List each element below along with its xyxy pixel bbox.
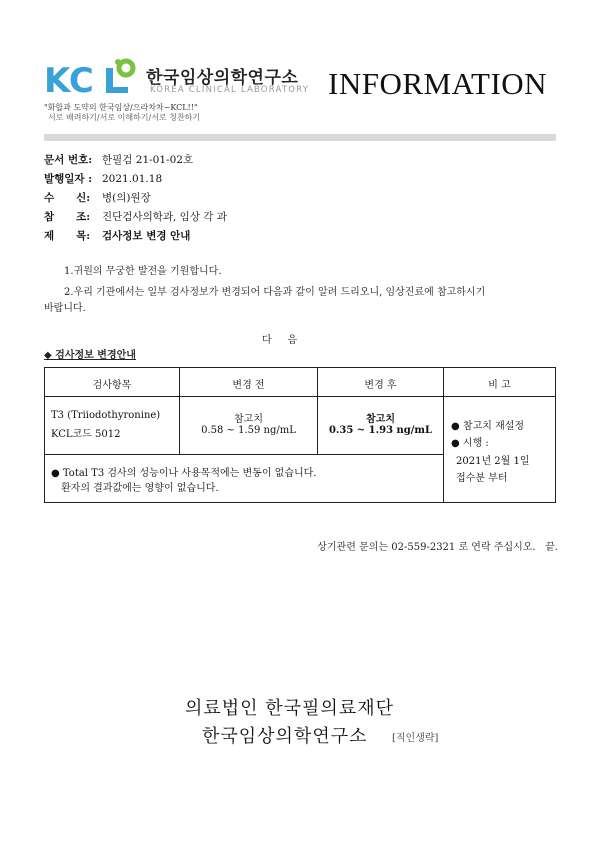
seal-omitted-note: [직인생략] [392, 733, 439, 744]
cell-after-label: 참고치 [366, 414, 395, 425]
cell-item-code: KCL코드 5012 [51, 429, 121, 440]
meta-doc-number: 문서 번호: 한필검 21-01-02호 [44, 154, 194, 166]
contact-line: 상기관련 문의는 02-559-2321 로 연락 주십시오. 끝. [317, 542, 558, 553]
divider-bar [44, 134, 556, 141]
cell-note-1: ● 참고치 재설정 [451, 421, 525, 432]
paragraph-1: 1.귀원의 무궁한 발전을 기원합니다. [64, 266, 222, 277]
logo-korean-name: 한국임상의학연구소 [146, 68, 299, 88]
th-test-item: 검사항목 [92, 380, 132, 391]
svg-text:KC: KC [44, 61, 94, 98]
da-eum-heading: 다 음 [262, 335, 298, 346]
cell-remark-2: 환자의 결과값에는 영향이 없습니다. [61, 483, 219, 494]
paragraph-2-line-1: 2.우리 기관에서는 일부 검사정보가 변경되어 다음과 같이 알려 드리오니, 임상진료에 참고하시기 [64, 287, 486, 298]
cell-note-3: 2021년 2월 1일 [456, 456, 530, 467]
cell-note-4: 접수분 부터 [456, 473, 508, 484]
footer-foundation-name: 의료법인 한국필의료재단 [185, 698, 394, 719]
th-remark: 비 고 [488, 380, 511, 391]
meta-recipient: 수 신: 병(의)원장 [44, 192, 151, 204]
kcl-logo-icon [44, 58, 140, 98]
footer-institute-name: 한국임상의학연구소 [202, 726, 368, 747]
slogan-line-1: "화합과 도약의 한국임상/으라차차~KCL!!" [44, 103, 198, 112]
th-before: 변경 전 [232, 380, 265, 391]
bullet-icon: ● [451, 438, 463, 449]
meta-reference: 참 조: 진단검사의학과, 임상 각 과 [44, 211, 227, 223]
cell-item-name: T3 (Triiodothyronine) [51, 410, 161, 421]
cell-before-range: 0.58 ~ 1.59 ng/mL [201, 425, 296, 436]
th-after: 변경 후 [364, 380, 397, 391]
cell-after-range: 0.35 ~ 1.93 ng/mL [328, 425, 433, 436]
page-title: INFORMATION [328, 66, 548, 101]
section-heading: ◆ 검사정보 변경안내 [44, 350, 136, 361]
meta-issue-date: 발행일자 : 2021.01.18 [44, 173, 163, 185]
cell-remark-1: ● Total T3 검사의 성능이나 사용목적에는 변동이 없습니다. [51, 468, 317, 479]
cell-note-2: ● 시행 : [451, 438, 489, 449]
bullet-icon: ● [451, 421, 463, 432]
info-table [44, 367, 556, 503]
paragraph-2-line-2: 바랍니다. [44, 303, 86, 314]
cell-before-label: 참고치 [234, 414, 263, 425]
meta-subject: 제 목: 검사정보 변경 안내 [44, 230, 191, 242]
bullet-icon: ● [51, 468, 63, 479]
slogan-line-2: 서로 배려하기/서로 이해하기/서로 칭찬하기 [48, 113, 201, 122]
logo-english-name: KOREA CLINICAL LABORATORY [150, 85, 310, 95]
